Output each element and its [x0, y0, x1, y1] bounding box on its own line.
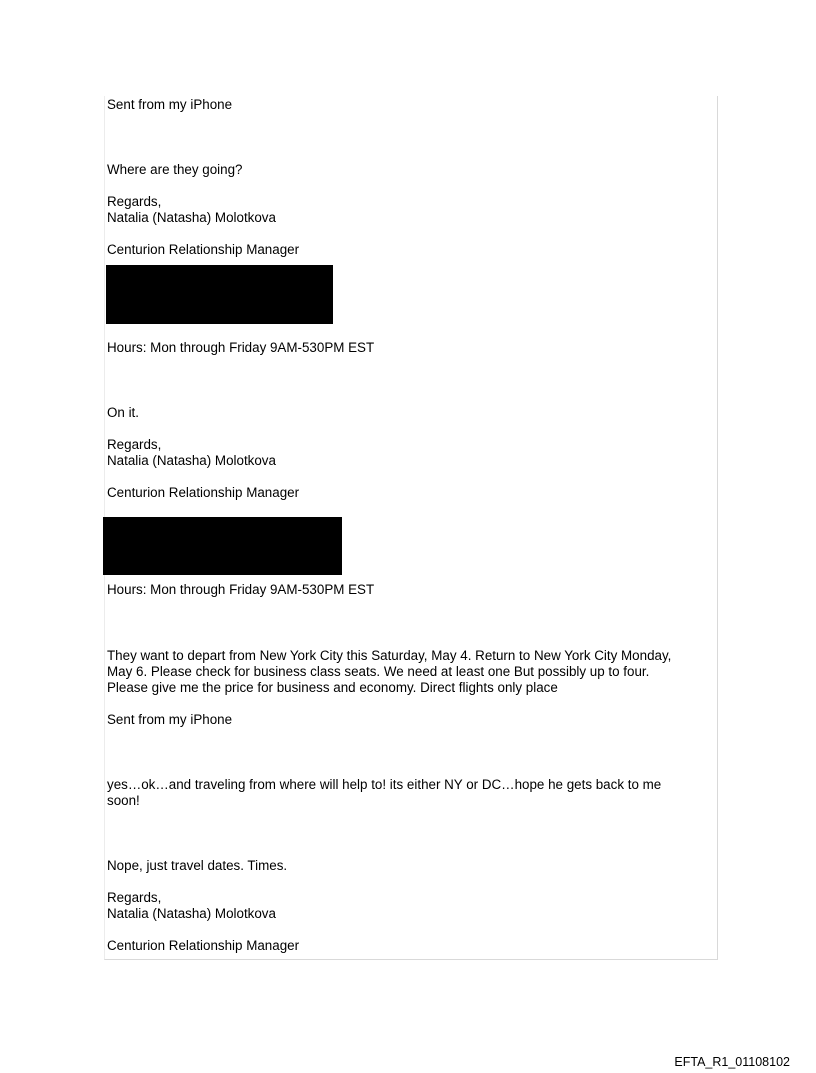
sent-from-iphone-text: Sent from my iPhone [107, 97, 233, 112]
signature-regards: Regards, [107, 437, 162, 452]
document-id-footer: EFTA_R1_01108102 [674, 1055, 790, 1069]
signature-hours: Hours: Mon through Friday 9AM-530PM EST [107, 340, 375, 355]
message-body-text: Nope, just travel dates. Times. [107, 858, 288, 873]
signature-regards: Regards, [107, 890, 162, 905]
redaction-block [106, 265, 333, 324]
message-body-line: Please give me the price for business and economy. Direct flights only place [107, 680, 558, 695]
signature-regards: Regards, [107, 194, 162, 209]
signature-name: Natalia (Natasha) Molotkova [107, 453, 276, 468]
signature-title: Centurion Relationship Manager [107, 242, 300, 257]
redaction-block [103, 517, 342, 575]
message-body-text: Where are they going? [107, 162, 243, 177]
message-body-line: yes…ok…and traveling from where will help to! its either NY or DC…hope he gets back to me [107, 777, 662, 792]
message-body-line: soon! [107, 793, 140, 808]
message-body-line: May 6. Please check for business class seats. We need at least one But possibly up to four. [107, 664, 650, 679]
message-body-text: On it. [107, 405, 139, 420]
signature-name: Natalia (Natasha) Molotkova [107, 906, 276, 921]
signature-hours: Hours: Mon through Friday 9AM-530PM EST [107, 582, 375, 597]
sent-from-iphone-text: Sent from my iPhone [107, 712, 233, 727]
signature-title: Centurion Relationship Manager [107, 938, 300, 953]
signature-title: Centurion Relationship Manager [107, 485, 300, 500]
message-body-line: They want to depart from New York City this Saturday, May 4. Return to New York City Monday, [107, 648, 672, 663]
signature-name: Natalia (Natasha) Molotkova [107, 210, 276, 225]
